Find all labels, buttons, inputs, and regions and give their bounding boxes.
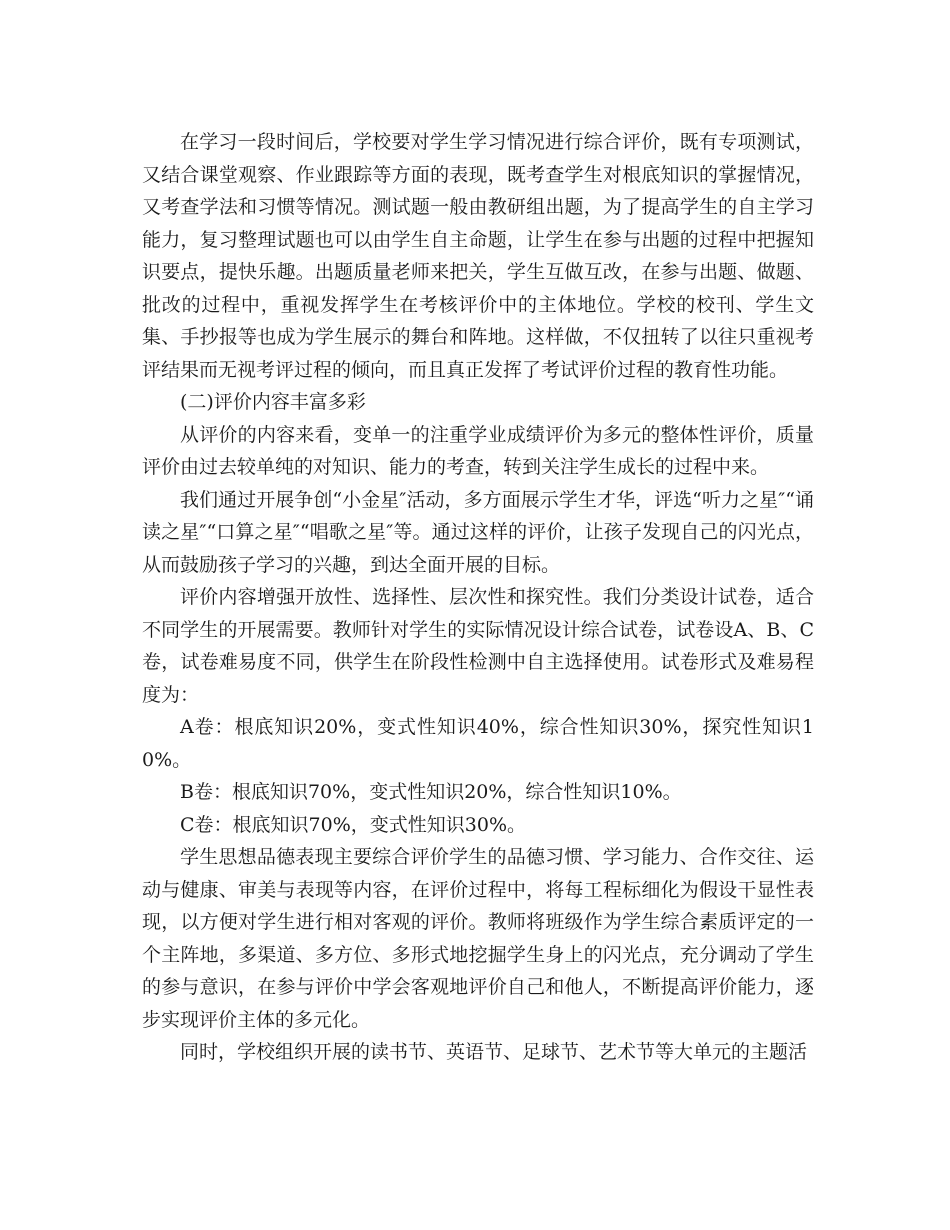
- paragraph-moral-evaluation: 学生思想品德表现主要综合评价学生的品德习惯、学习能力、合作交往、运动与健康、审美与表现等内容，在评价过程中，将每工程标细化为假设干显性表现，以方便对学生进行相对客观的评价。教师将班级作为学生综合素质评定的一个主阵地，多渠道、多方位、多形式地挖掘学生身上的闪光点，充分调动了学生的参与意识，在参与评价中学会客观地评价自己和他人，不断提高评价能力，逐步实现评价主体的多元化。: [142, 846, 814, 1031]
- paragraph-little-gold-star: 我们通过开展争创“小金星″活动，多方面展示学生才华，评选“听力之星″“诵读之星″“口算之星″“唱歌之星″等。通过这样的评价，让孩子发现自己的闪光点，从而鼓励孩子学习的兴趣，到达全面开展的目标。: [142, 488, 814, 576]
- list-item-exam-b: B卷：根底知识70%，变式性知识20%，综合性知识10%。: [180, 781, 682, 803]
- section-heading: (二)评价内容丰富多彩: [180, 391, 366, 413]
- paragraph-exam-design: 评价内容增强开放性、选择性、层次性和探究性。我们分类设计试卷，适合不同学生的开展需要。教师针对学生的实际情况设计综合试卷，试卷设A、B、C卷，试卷难易度不同，供学生在阶段性检测中自主选择使用。试卷形式及难易程度为：: [142, 586, 814, 706]
- list-item-exam-a: A卷：根底知识20%，变式性知识40%，综合性知识30%，探究性知识10%。: [142, 716, 814, 771]
- document-page: [142, 126, 814, 1069]
- paragraph-content-overview: 从评价的内容来看，变单一的注重学业成绩评价为多元的整体性评价，质量评价由过去较单纯的对知识、能力的考查，转到关注学生成长的过程中来。: [142, 423, 814, 478]
- list-item-exam-c: C卷：根底知识70%，变式性知识30%。: [180, 813, 526, 836]
- paragraph-theme-activities: 同时，学校组织开展的读书节、英语节、足球节、艺术节等大单元的主题活: [180, 1041, 808, 1063]
- paragraph-comprehensive-evaluation: 在学习一段时间后，学校要对学生学习情况进行综合评价，既有专项测试，又结合课堂观察、作业跟踪等方面的表现，既考查学生对根底知识的掌握情况，又考查学法和习惯等情况。测试题一般由教研组出题，为了提高学生的自主学习能力，复习整理试题也可以由学生自主命题，让学生在参与出题的过程中把握知识要点，提快乐趣。出题质量老师来把关，学生互做互改，在参与出题、做题、批改的过程中，重视发挥学生在考核评价中的主体地位。学校的校刊、学生文集、手抄报等也成为学生展示的舞台和阵地。这样做，不仅扭转了以往只重视考评结果而无视考评过程的倾向，而且真正发挥了考试评价过程的教育性功能。: [142, 131, 814, 381]
